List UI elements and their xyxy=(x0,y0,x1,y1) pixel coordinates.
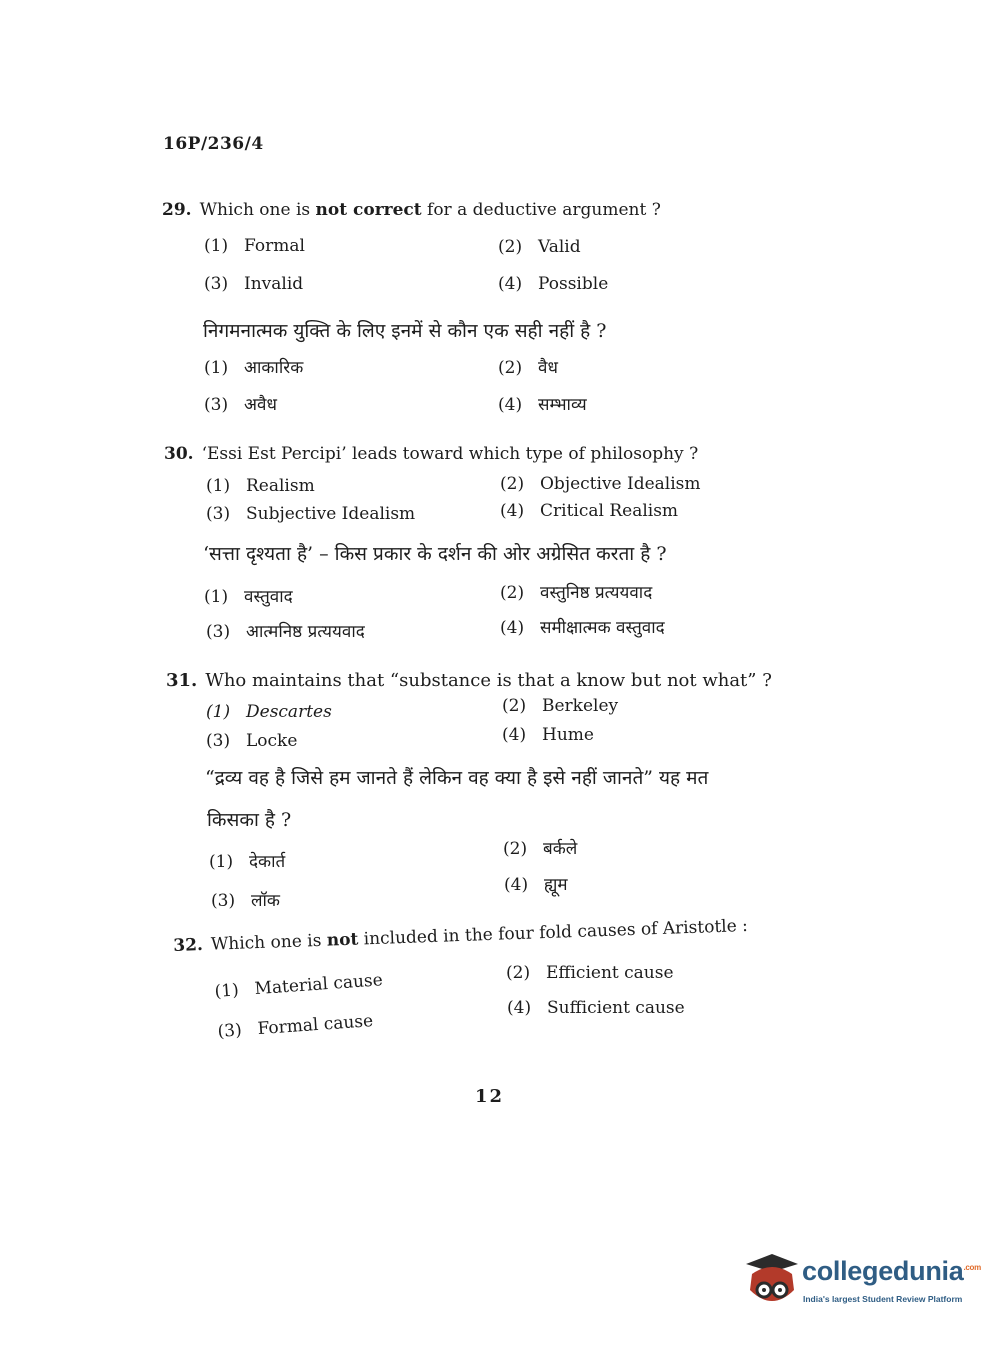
question-31: 31. Who maintains that “substance is that a know but not what” ? xyxy=(166,670,772,691)
option-32-3: (3) Formal cause xyxy=(217,1011,374,1042)
question-31-hindi: “द्रव्य वह है जिसे हम जानते हैं लेकिन वह क्या है इसे नहीं जानते” यह मत xyxy=(205,767,709,789)
brand-name: collegedunia$^{.com}$ xyxy=(802,1256,981,1286)
question-31-hindi-line2: किसका है ? xyxy=(207,809,292,831)
option-31-3: (3) Locke xyxy=(206,731,298,751)
question-number: 32. xyxy=(173,934,204,956)
option-31-hi-2: (2) बर्कले xyxy=(503,839,578,859)
question-32: 32. Which one is not included in the four fold causes of Aristotle : xyxy=(173,915,749,956)
brand-tagline: India's largest Student Review Platform xyxy=(803,1294,963,1304)
option-32-1: (1) Material cause xyxy=(214,970,384,1002)
option-31-1: (1) Descartes xyxy=(206,702,332,722)
page-number: 12 xyxy=(475,1086,505,1107)
student-mascot-icon xyxy=(742,1250,802,1314)
option-30-hi-2: (2) वस्तुनिष्ठ प्रत्ययवाद xyxy=(500,583,653,603)
collegedunia-logo xyxy=(742,1250,981,1314)
question-30: 30. ‘Essi Est Percipi’ leads toward which type of philosophy ? xyxy=(164,444,699,464)
question-29: 29. Which one is not correct for a deductive argument ? xyxy=(162,200,661,220)
option-31-hi-4: (4) ह्यूम xyxy=(504,875,568,895)
option-29-3: (3) Invalid xyxy=(204,274,304,294)
paper-code: 16P/236/4 xyxy=(163,134,264,154)
option-31-hi-1: (1) देकार्त xyxy=(209,852,286,872)
option-32-4: (4) Sufficient cause xyxy=(507,998,685,1018)
option-30-hi-1: (1) वस्तुवाद xyxy=(204,587,293,607)
option-30-1: (1) Realism xyxy=(206,476,315,496)
option-30-4: (4) Critical Realism xyxy=(500,501,679,521)
option-31-hi-3: (3) लॉक xyxy=(211,891,280,911)
question-30-hindi: ‘सत्ता दृश्यता है’ – किस प्रकार के दर्शन की ओर अग्रेसित करता है ? xyxy=(203,543,667,565)
option-31-2: (2) Berkeley xyxy=(502,696,619,716)
option-29-4: (4) Possible xyxy=(498,274,609,294)
option-29-hi-4: (4) सम्भाव्य xyxy=(498,395,587,415)
option-29-1: (1) Formal xyxy=(204,236,305,256)
option-29-hi-3: (3) अवैध xyxy=(204,395,277,415)
option-29-2: (2) Valid xyxy=(498,237,581,257)
option-31-4: (4) Hume xyxy=(502,725,594,745)
question-29-hindi: निगमनात्मक युक्ति के लिए इनमें से कौन एक सही नहीं है ? xyxy=(203,320,607,342)
question-number: 31. xyxy=(166,670,198,691)
option-30-2: (2) Objective Idealism xyxy=(500,474,701,494)
option-30-hi-4: (4) समीक्षात्मक वस्तुवाद xyxy=(500,618,665,638)
option-29-hi-2: (2) वैध xyxy=(498,358,558,378)
option-30-3: (3) Subjective Idealism xyxy=(206,504,416,524)
option-29-hi-1: (1) आकारिक xyxy=(204,358,304,378)
question-number: 30. xyxy=(164,444,194,464)
option-30-hi-3: (3) आत्मनिष्ठ प्रत्ययवाद xyxy=(206,622,365,642)
question-number: 29. xyxy=(162,200,192,220)
option-32-2: (2) Efficient cause xyxy=(506,963,674,983)
